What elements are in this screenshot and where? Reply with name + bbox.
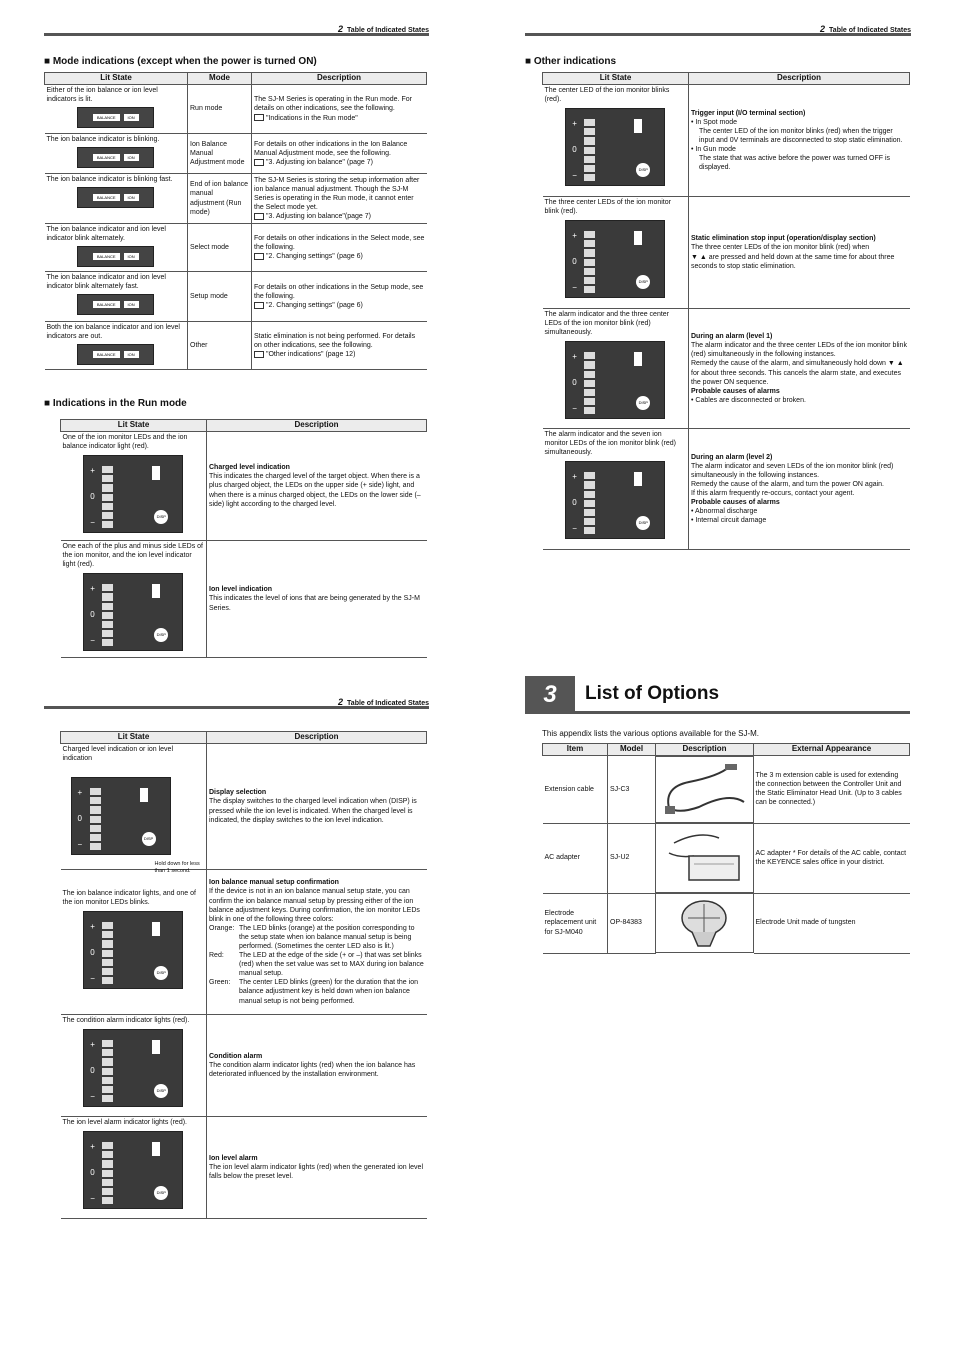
book-icon [254,253,264,260]
ion-monitor-image: + 0 − DISP [565,220,665,298]
page-header-top-right: 2 Table of Indicated States [525,20,911,36]
page-header-bottom-left: 2 Table of Indicated States [44,693,429,709]
ion-monitor-image: + 0 − DISP [83,573,183,651]
table-row: The ion balance indicator lights, and one of the ion monitor LEDs blinks. + 0 − DISP Ion balance manual setup confirmation If the device is not in an ion balance manual setup state, you can confirm the ion balance manual setup by pressing either of the ion balance adjustment keys. During confirmation, the ion monitor LEDs blink in one of the following three colors: Orange: The LED blinks (orange) at the position corresponding to the setup state when ion balance manual setup is being performed. (Sometimes the center LED also is lit.) Red: The LED at the edge of the side (+ or –) that was set blinks (red) when the set value was set to MAX during ion balance manual setup. Green: The center LED blinks (green) for the duration that the ion balance adjustment key is held down when ion balance manual setup is not being performed. [61,870,427,1015]
table-row: One each of the plus and minus side LEDs of the ion monitor, and the ion level indicator light (red). + 0 − DISP Ion level indication This indicates the level of ions that are being generated by the SJ-M Series. [61,541,427,658]
cable-image [656,756,754,823]
run-section-title: ■ Indications in the Run mode [44,398,187,409]
col-mode: Mode [188,73,252,85]
panel-image: BALANCE ION [77,294,154,315]
ac-adapter-image [656,823,754,893]
page-header-top-left: 2 Table of Indicated States [44,20,429,36]
table-row: The alarm indicator and the three center LEDs of the ion monitor blink (red) simultaneously. + 0 − DISP During an alarm (level 1) The alarm indicator and the three center LEDs of the ion monitor blink (red) simultaneously in the following instances. Remedy the cause of the alarm, and simultaneously hold down ▼ ▲ for about three seconds. This cancels the alarm state, and executes the power ON sequence. Probable causes of alarms • Cables are disconnected or broken. [543,309,910,429]
ion-monitor-image: + 0 − DISP [83,1131,183,1209]
ion-monitor-image: + 0 − DISP [71,777,171,855]
electrode-unit-image [656,893,754,953]
panel-image: BALANCE ION [77,344,154,365]
table-row: The ion level alarm indicator lights (red). + 0 − DISP Ion level alarm The ion level alarm indicator lights (red) when the generated ion level falls below the preset level. [61,1117,427,1219]
ion-monitor-image: + 0 − DISP [565,461,665,539]
mode-table [44,72,427,370]
panel-image: BALANCE ION [77,147,154,168]
table-row: Both the ion balance indicator and ion level indicators are out. BALANCE ION Other Static elimination is not being performed. For details on other indications, see the following. "Other indications" (page 12) [45,322,427,370]
table-row: The ion balance indicator is blinking. BALANCE ION Ion Balance Manual Adjustment mode For details on other indications in the Ion Balance Manual Adjustment mode, see the following. "3. Adjusting ion balance" (page 7) [45,134,427,174]
table-row: One of the ion monitor LEDs and the ion balance indicator light (red). + 0 − DISP Charged level indication This indicates the charged level of the target object. When there is a plus charged object, the LEDs on the upper side (+ side) light, and when there is a minus charged object, the LEDs on the lower side (– side) light according to the charged level. [61,432,427,541]
table-row: Electrode replacement unit for SJ-M040 OP-84383 Electrode Unit made of tungsten [543,893,910,953]
book-icon [254,302,264,309]
table-row: The condition alarm indicator lights (red). + 0 − DISP Condition alarm The condition alarm indicator lights (red) when the ion balance has deteriorated influenced by the installation environment. [61,1015,427,1117]
col-lit-state: Lit State [45,73,188,85]
panel-image: BALANCE ION [77,187,154,208]
table-row: The ion balance indicator and ion level indicator blink alternately fast. BALANCE ION Setup mode For details on other indications in the Setup mode, see the following. "2. Changing settings" (page 6) [45,272,427,322]
book-icon [254,213,264,220]
table-row: Extension cable SJ-C3 The 3 m extension cable is used for extending the connection between the Controller Unit and the Static Eliminator Head Unit. (Up to 3 cables can be connected.) [543,756,910,824]
table-row: AC adapter SJ-U2 AC adapter * For details of the AC cable, contact the KEYENCE sales office in your district. [543,823,910,893]
lower-table: Lit State Description Charged level indication or ion level indication + 0 − DISP Hold down for less than 1 second. Display selection The display switches to the charged level indication when (DISP) is pressed while the ion level is indicated. When the charged level is indicated, the display switches to the ion level indication. The ion balance indicator lights, and one of the ion monitor LEDs blinks. + 0 − DISP Ion balance manual setup confirmation If the device is not in an ion balance manual setup state, you can confirm the ion balance manual setup by pressing either of the ion balance adjustment keys. During confirmation, the ion monitor LEDs blink in one of the following three colors: Orange: The LED blinks (orange) at the position corresponding to the setup state when ion balance manual setup is being performed. (Sometimes the center LED also is lit.) Red: The LED at the edge of the side (+ or –) that was set blinks (red) when the set value was set to MAX during ion balance manual setup. Green: The center LED blinks (green) for the duration that the ion balance adjustment key is held down when ion balance manual setup is not being performed. The condition alarm indicator lights (red). + 0 − DISP Condition alarm The condition alarm indicator lights (red) when the ion balance has deteriorated influenced by the installation environment. The ion level alarm indicator lights (red). + 0 − DISP Ion level alarm The ion level alarm indicator lights (red) when the generated ion level falls below the preset level. [60,731,427,1219]
table-row: Charged level indication or ion level indication + 0 − DISP Hold down for less than 1 second. Display selection The display switches to the charged level indication when (DISP) is pressed while the ion level is indicated. When the charged level is indicated, the display switches to the ion level indication. [61,744,427,870]
options-table: Item Model Description External Appearance Extension cable SJ-C3 The 3 m extension cable is used for extending the connection between the Controller Unit and the Static Eliminator Head Unit. (Up to 3 cables can be connected.) AC adapter SJ-U2 AC adapter * For details of the AC cable, contact the KEYENCE sales office in your district. Electrode replacement unit for SJ-M040 OP-84383 Electrode Unit made of tungsten [542,743,910,954]
panel-image: BALANCE ION [77,107,154,128]
book-icon [254,159,264,166]
ion-monitor-image: + 0 − DISP [565,108,665,186]
ion-monitor-image: + 0 − DISP [83,911,183,989]
ion-monitor-image: + 0 − DISP [565,341,665,419]
table-row: The ion balance indicator is blinking fast. BALANCE ION End of ion balance manual adjustment (Run mode) The SJ-M Series is storing the setup information after ion balance manual adjustment. Though the SJ-M Series is operating in the Run mode, it cannot enter the Select mode yet. "3. Adjusting ion balance"(page 7) [45,174,427,224]
table-row: Either of the ion balance or ion level indicators is lit. BALANCE ION Run mode The SJ-M Series is operating in the Run mode. For details on other indications, see the following. "Indications in the Run mode" [45,85,427,134]
mode-section-title: ■ Mode indications (except when the power is turned ON) [44,56,317,67]
table-row: The alarm indicator and the seven ion monitor LEDs of the ion monitor blink (red) simultaneously. + 0 − DISP During an alarm (level 2) The alarm indicator and seven LEDs of the ion monitor blink (red) simultaneously in the following instances. Remedy the cause of the alarm, and turn the power ON again. If this alarm frequently re-occurs, contact your agent. Probable causes of alarms • Abnormal discharge • Internal circuit damage [543,429,910,550]
book-icon [254,351,264,358]
chapter-heading: 3 List of Options [525,676,910,714]
table-row: The ion balance indicator and ion level indicator blink alternately. BALANCE ION Select mode For details on other indications in the Select mode, see the following. "2. Changing settings" (page 6) [45,224,427,272]
other-section-title: ■ Other indications [525,56,617,67]
ion-monitor-image: + 0 − DISP [83,455,183,533]
table-row: The center LED of the ion monitor blinks (red). + 0 − DISP Trigger input (I/O terminal section) • In Spot mode The center LED of the ion monitor blinks (red) when the trigger input and 0V terminals are disconnected to stop static elimination. • In Gun mode The state that was active before the power was turned OFF is displayed. [543,85,910,197]
other-table: Lit State Description The center LED of the ion monitor blinks (red). + 0 − DISP Trigger input (I/O terminal section) • In Spot mode The center LED of the ion monitor blinks (red) when the trigger input and 0V terminals are disconnected to stop static elimination. • In Gun mode The state that was active before the power was turned OFF is displayed. The three center LEDs of the ion monitor blink (red). + 0 − DISP Static elimination stop input (operation/display section) The three center LEDs of the ion monitor blink (red) when ▼ ▲ are pressed and held down at the same time for about three seconds to stop static elimination. The alarm indicator and the three center LEDs of the ion monitor blink (red) simultaneously. + 0 − DISP During an alarm (level 1) The alarm indicator and the three center LEDs of the ion monitor blink (red) simultaneously in the following instances. Remedy the cause of the alarm, and simultaneously hold down ▼ ▲ for about three seconds. This cancels the alarm state, and executes the power ON sequence. Probable causes of alarms • Cables are disconnected or broken. The alarm indicator and the seven ion monitor LEDs of the ion monitor blink (red) simultaneously. + 0 − DISP During an alarm (level 2) The alarm indicator and seven LEDs of the ion monitor blink (red) simultaneously in the following instances. Remedy the cause of the alarm, and turn the power ON again. If this alarm frequently re-occurs, contact your agent. Probable causes of alarms • Abnormal discharge • Internal circuit damage [542,72,910,550]
ion-monitor-image: + 0 − DISP [83,1029,183,1107]
table-row: The three center LEDs of the ion monitor blink (red). + 0 − DISP Static elimination stop input (operation/display section) The three center LEDs of the ion monitor blink (red) when ▼ ▲ are pressed and held down at the same time for about three seconds to stop static elimination. [543,197,910,309]
col-description: Description [252,73,427,85]
run-table: Lit State Description One of the ion monitor LEDs and the ion balance indicator light (red). + 0 − DISP Charged level indication This indicates the charged level of the target object. When there is a plus charged object, the LEDs on the upper side (+ side) light, and when there is a minus charged object, the LEDs on the lower side (– side) light according to the charged level. One each of the plus and minus side LEDs of the ion monitor, and the ion level indicator light (red). + 0 − DISP Ion level indication This indicates the level of ions that are being generated by the SJ-M Series. [60,419,427,658]
chapter-intro: This appendix lists the various options available for the SJ-M. [542,729,759,738]
book-icon [254,114,264,121]
panel-image: BALANCE ION [77,246,154,267]
